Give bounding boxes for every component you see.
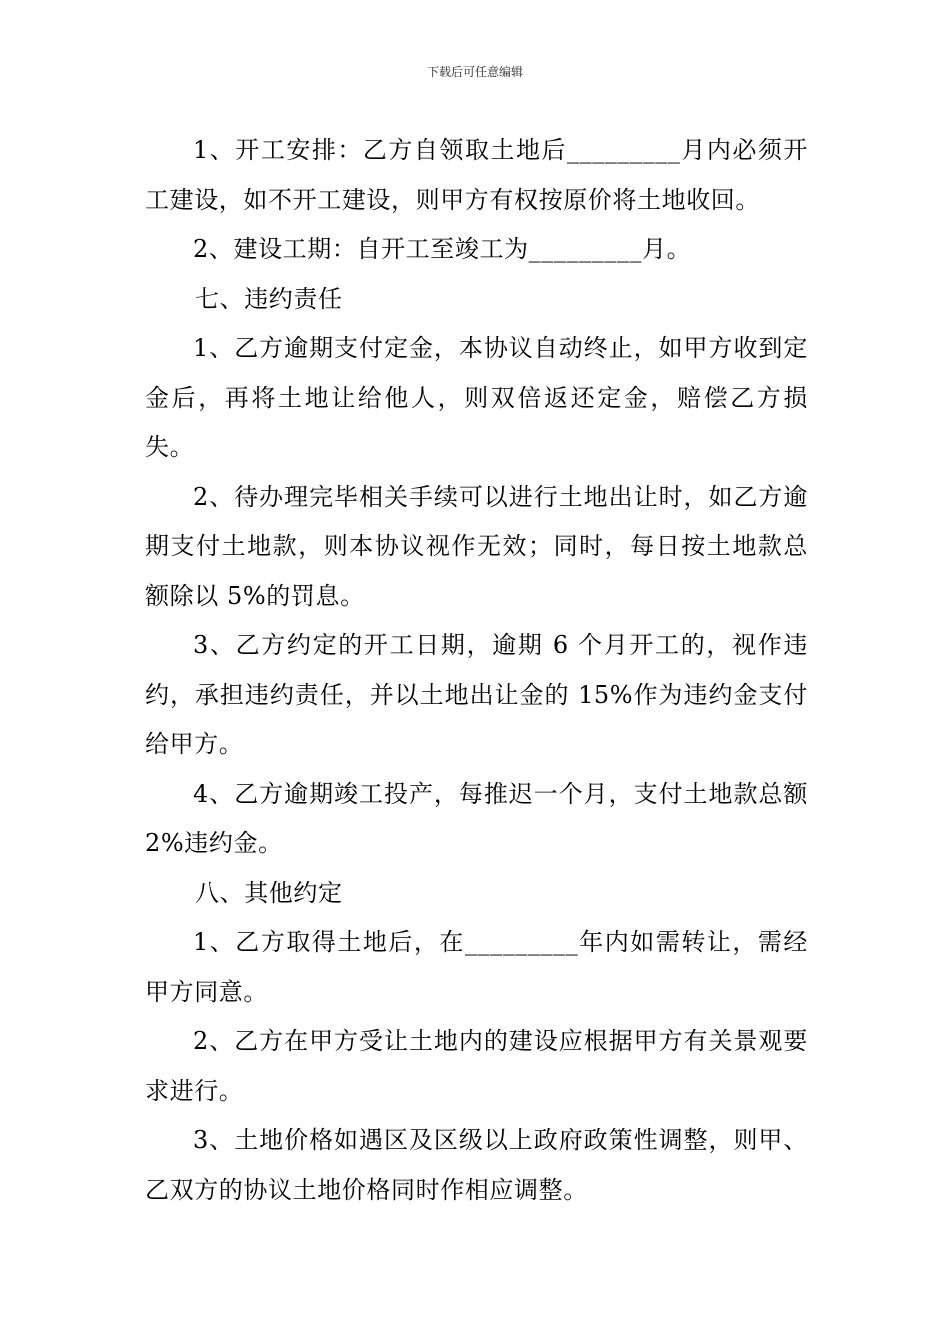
clause-late-land-payment: 2、待办理完毕相关手续可以进行土地出让时，如乙方逾期支付土地款，则本协议视作无效；同时，每日按土地款总额除以 5%的罚息。 <box>145 482 808 610</box>
document-body <box>145 126 808 1215</box>
clause-construction-period: 2、建设工期：自开工至竣工为_________月。 <box>193 235 692 263</box>
clause-late-start: 3、乙方约定的开工日期，逾期 6 个月开工的，视作违约，承担违约责任，并以土地出让金的 15%作为违约金支付给甲方。 <box>145 631 808 758</box>
section-heading-breach-liability: 七、违约责任 <box>195 284 343 313</box>
clause-late-completion: 4、乙方逾期竣工投产，每推迟一个月，支付土地款总额 2%违约金。 <box>145 779 808 857</box>
page-header-note: 下载后可任意编辑 <box>426 65 523 79</box>
section-heading-other-terms: 八、其他约定 <box>195 878 343 907</box>
clause-price-adjustment: 3、土地价格如遇区及区级以上政府政策性调整，则甲、乙双方的协议土地价格同时作相应调整。 <box>145 1126 808 1204</box>
clause-transfer-consent: 1、乙方取得土地后，在_________年内如需转让，需经甲方同意。 <box>145 928 808 1006</box>
clause-construction-schedule: 1、开工安排：乙方自领取土地后_________月内必须开工建设，如不开工建设，则甲方有权按原价将土地收回。 <box>145 136 808 214</box>
clause-landscape-requirements: 2、乙方在甲方受让土地内的建设应根据甲方有关景观要求进行。 <box>145 1027 808 1105</box>
clause-late-deposit: 1、乙方逾期支付定金，本协议自动终止，如甲方收到定金后，再将土地让给他人，则双倍返还定金，赔偿乙方损失。 <box>145 334 808 461</box>
